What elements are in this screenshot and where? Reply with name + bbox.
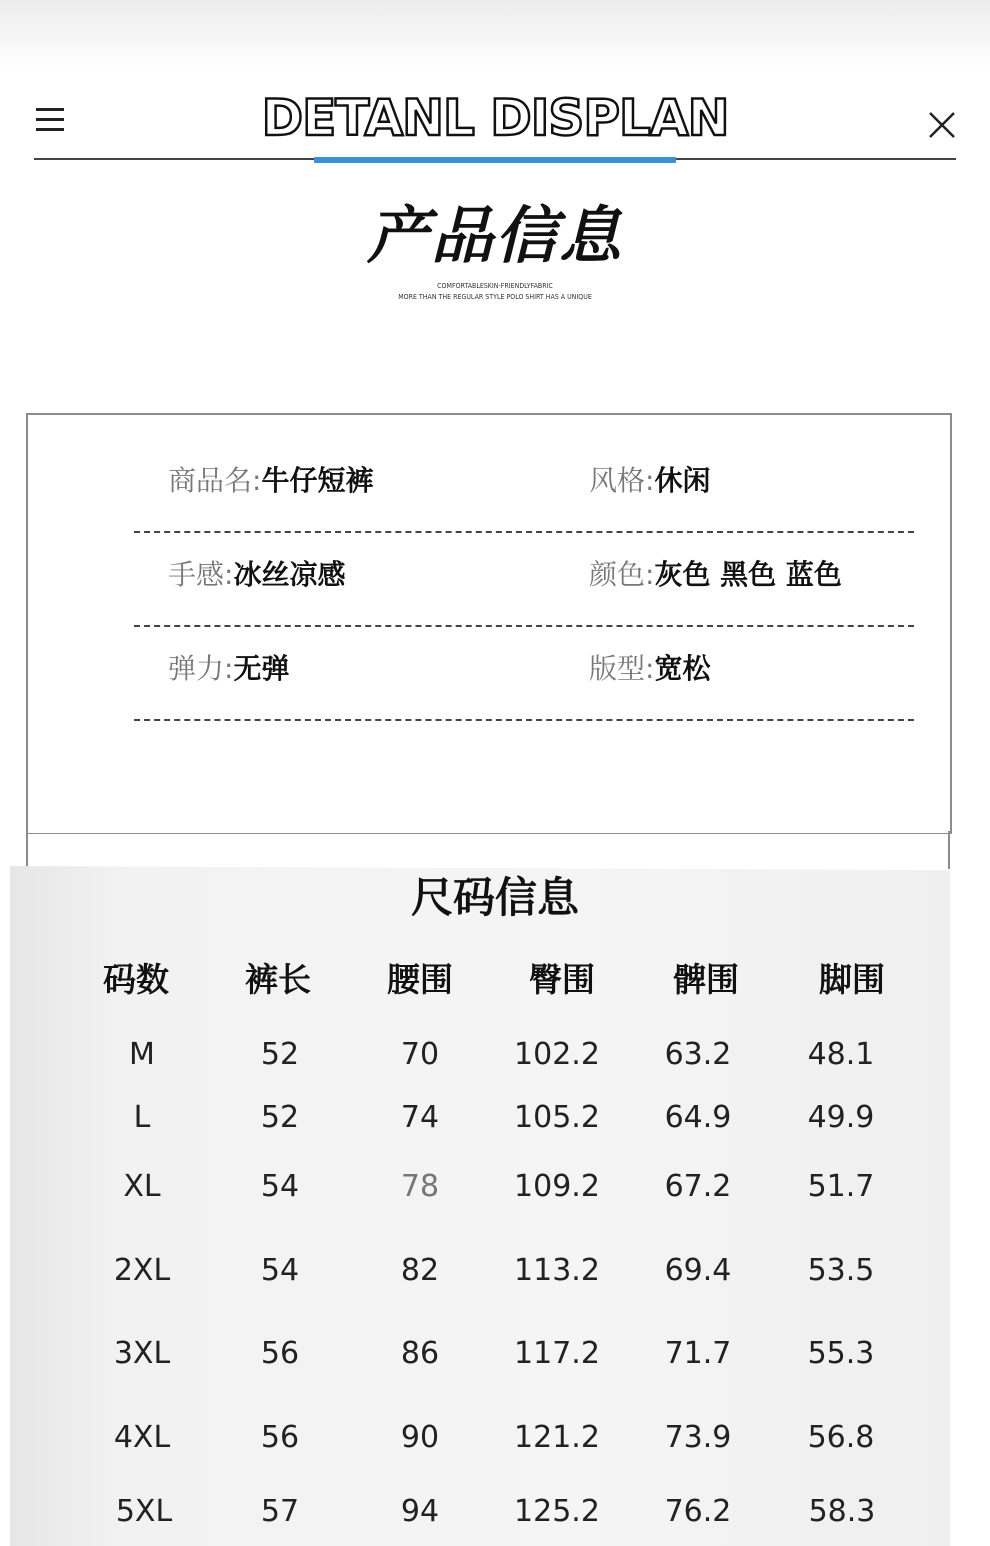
info-pair-style	[589, 461, 710, 501]
size-cell: M	[129, 1037, 155, 1072]
info-label: 颜色:	[589, 558, 655, 591]
size-cell: 94	[400, 1494, 440, 1529]
size-cell: XL	[123, 1169, 161, 1204]
size-cell: 90	[400, 1420, 440, 1455]
info-label: 风格:	[589, 464, 655, 497]
card-edge	[26, 831, 28, 869]
size-header: 腰围	[387, 960, 453, 999]
info-label: 弹力:	[168, 652, 234, 685]
size-cell: 55.3	[807, 1336, 875, 1371]
banner-title: DETANL DISPLAN	[261, 89, 729, 147]
size-cell: 71.7	[664, 1336, 732, 1371]
info-value: 无弹	[233, 652, 290, 685]
size-cell: 69.4	[664, 1253, 732, 1288]
product-info-title: 产品信息	[366, 199, 623, 272]
card-edge	[948, 831, 950, 869]
size-cell: 70	[400, 1037, 440, 1072]
size-header: 臀围	[529, 960, 595, 999]
size-cell: 109.2	[514, 1169, 600, 1204]
info-row	[134, 531, 914, 627]
size-cell: 4XL	[113, 1420, 171, 1455]
size-cell: 113.2	[514, 1253, 600, 1288]
top-fade	[0, 0, 990, 70]
info-value: 宽松	[654, 652, 711, 685]
size-cell: 86	[400, 1336, 440, 1371]
header-accent-bar	[314, 157, 676, 163]
size-cell: 73.9	[664, 1420, 732, 1455]
size-cell: 74	[400, 1100, 440, 1135]
size-cell: 58.3	[808, 1494, 876, 1529]
info-label: 手感:	[168, 558, 234, 591]
info-pair-fit	[589, 649, 710, 689]
size-cell: 76.2	[664, 1494, 732, 1529]
close-icon[interactable]	[928, 111, 956, 139]
product-subtitle-2: MORE THAN THE REGULAR STYLE POLO SHIRT HAS A UNIQUE	[398, 293, 592, 301]
size-header: 髀围	[673, 960, 739, 999]
size-cell: 63.2	[664, 1037, 732, 1072]
size-cell: 56	[260, 1420, 300, 1455]
size-cell: 64.9	[664, 1100, 732, 1135]
size-cell: 3XL	[113, 1336, 171, 1371]
info-pair-name	[168, 461, 373, 501]
info-value: 休闲	[654, 464, 711, 497]
size-cell: 54	[260, 1253, 300, 1288]
info-pair-color	[589, 555, 842, 595]
size-cell: 53.5	[807, 1253, 875, 1288]
size-cell: L	[133, 1100, 151, 1135]
info-value: 冰丝凉感	[233, 558, 346, 591]
size-cell: 121.2	[514, 1420, 600, 1455]
size-cell: 67.2	[664, 1169, 732, 1204]
info-row	[134, 437, 914, 533]
size-cell: 56.8	[807, 1420, 875, 1455]
size-cell: 78	[400, 1169, 440, 1204]
size-header: 码数	[103, 960, 169, 999]
info-value: 灰色 黑色 蓝色	[654, 558, 842, 591]
size-cell: 48.1	[807, 1037, 875, 1072]
size-cell: 5XL	[115, 1494, 173, 1529]
size-cell: 52	[260, 1037, 300, 1072]
size-cell: 52	[260, 1100, 300, 1135]
size-cell: 57	[260, 1494, 300, 1529]
size-header: 脚围	[819, 960, 885, 999]
info-label: 商品名:	[168, 464, 262, 497]
size-cell: 102.2	[514, 1037, 600, 1072]
size-cell: 49.9	[807, 1100, 875, 1135]
size-cell: 82	[400, 1253, 440, 1288]
size-cell: 51.7	[807, 1169, 875, 1204]
info-row	[134, 625, 914, 721]
product-info-card	[26, 413, 952, 834]
info-pair-feel	[168, 555, 345, 595]
product-subtitle-1: COMFORTABLESKIN-FRIENDLYFABRIC	[437, 282, 553, 290]
size-cell: 2XL	[113, 1253, 171, 1288]
info-value: 牛仔短裤	[261, 464, 374, 497]
size-cell: 54	[260, 1169, 300, 1204]
size-header: 裤长	[245, 960, 311, 999]
size-chart-title: 尺码信息	[410, 873, 579, 922]
size-cell: 56	[260, 1336, 300, 1371]
size-cell: 117.2	[514, 1336, 600, 1371]
size-cell: 105.2	[514, 1100, 600, 1135]
size-cell: 125.2	[514, 1494, 600, 1529]
info-label: 版型:	[589, 652, 655, 685]
info-pair-elasticity	[168, 649, 289, 689]
